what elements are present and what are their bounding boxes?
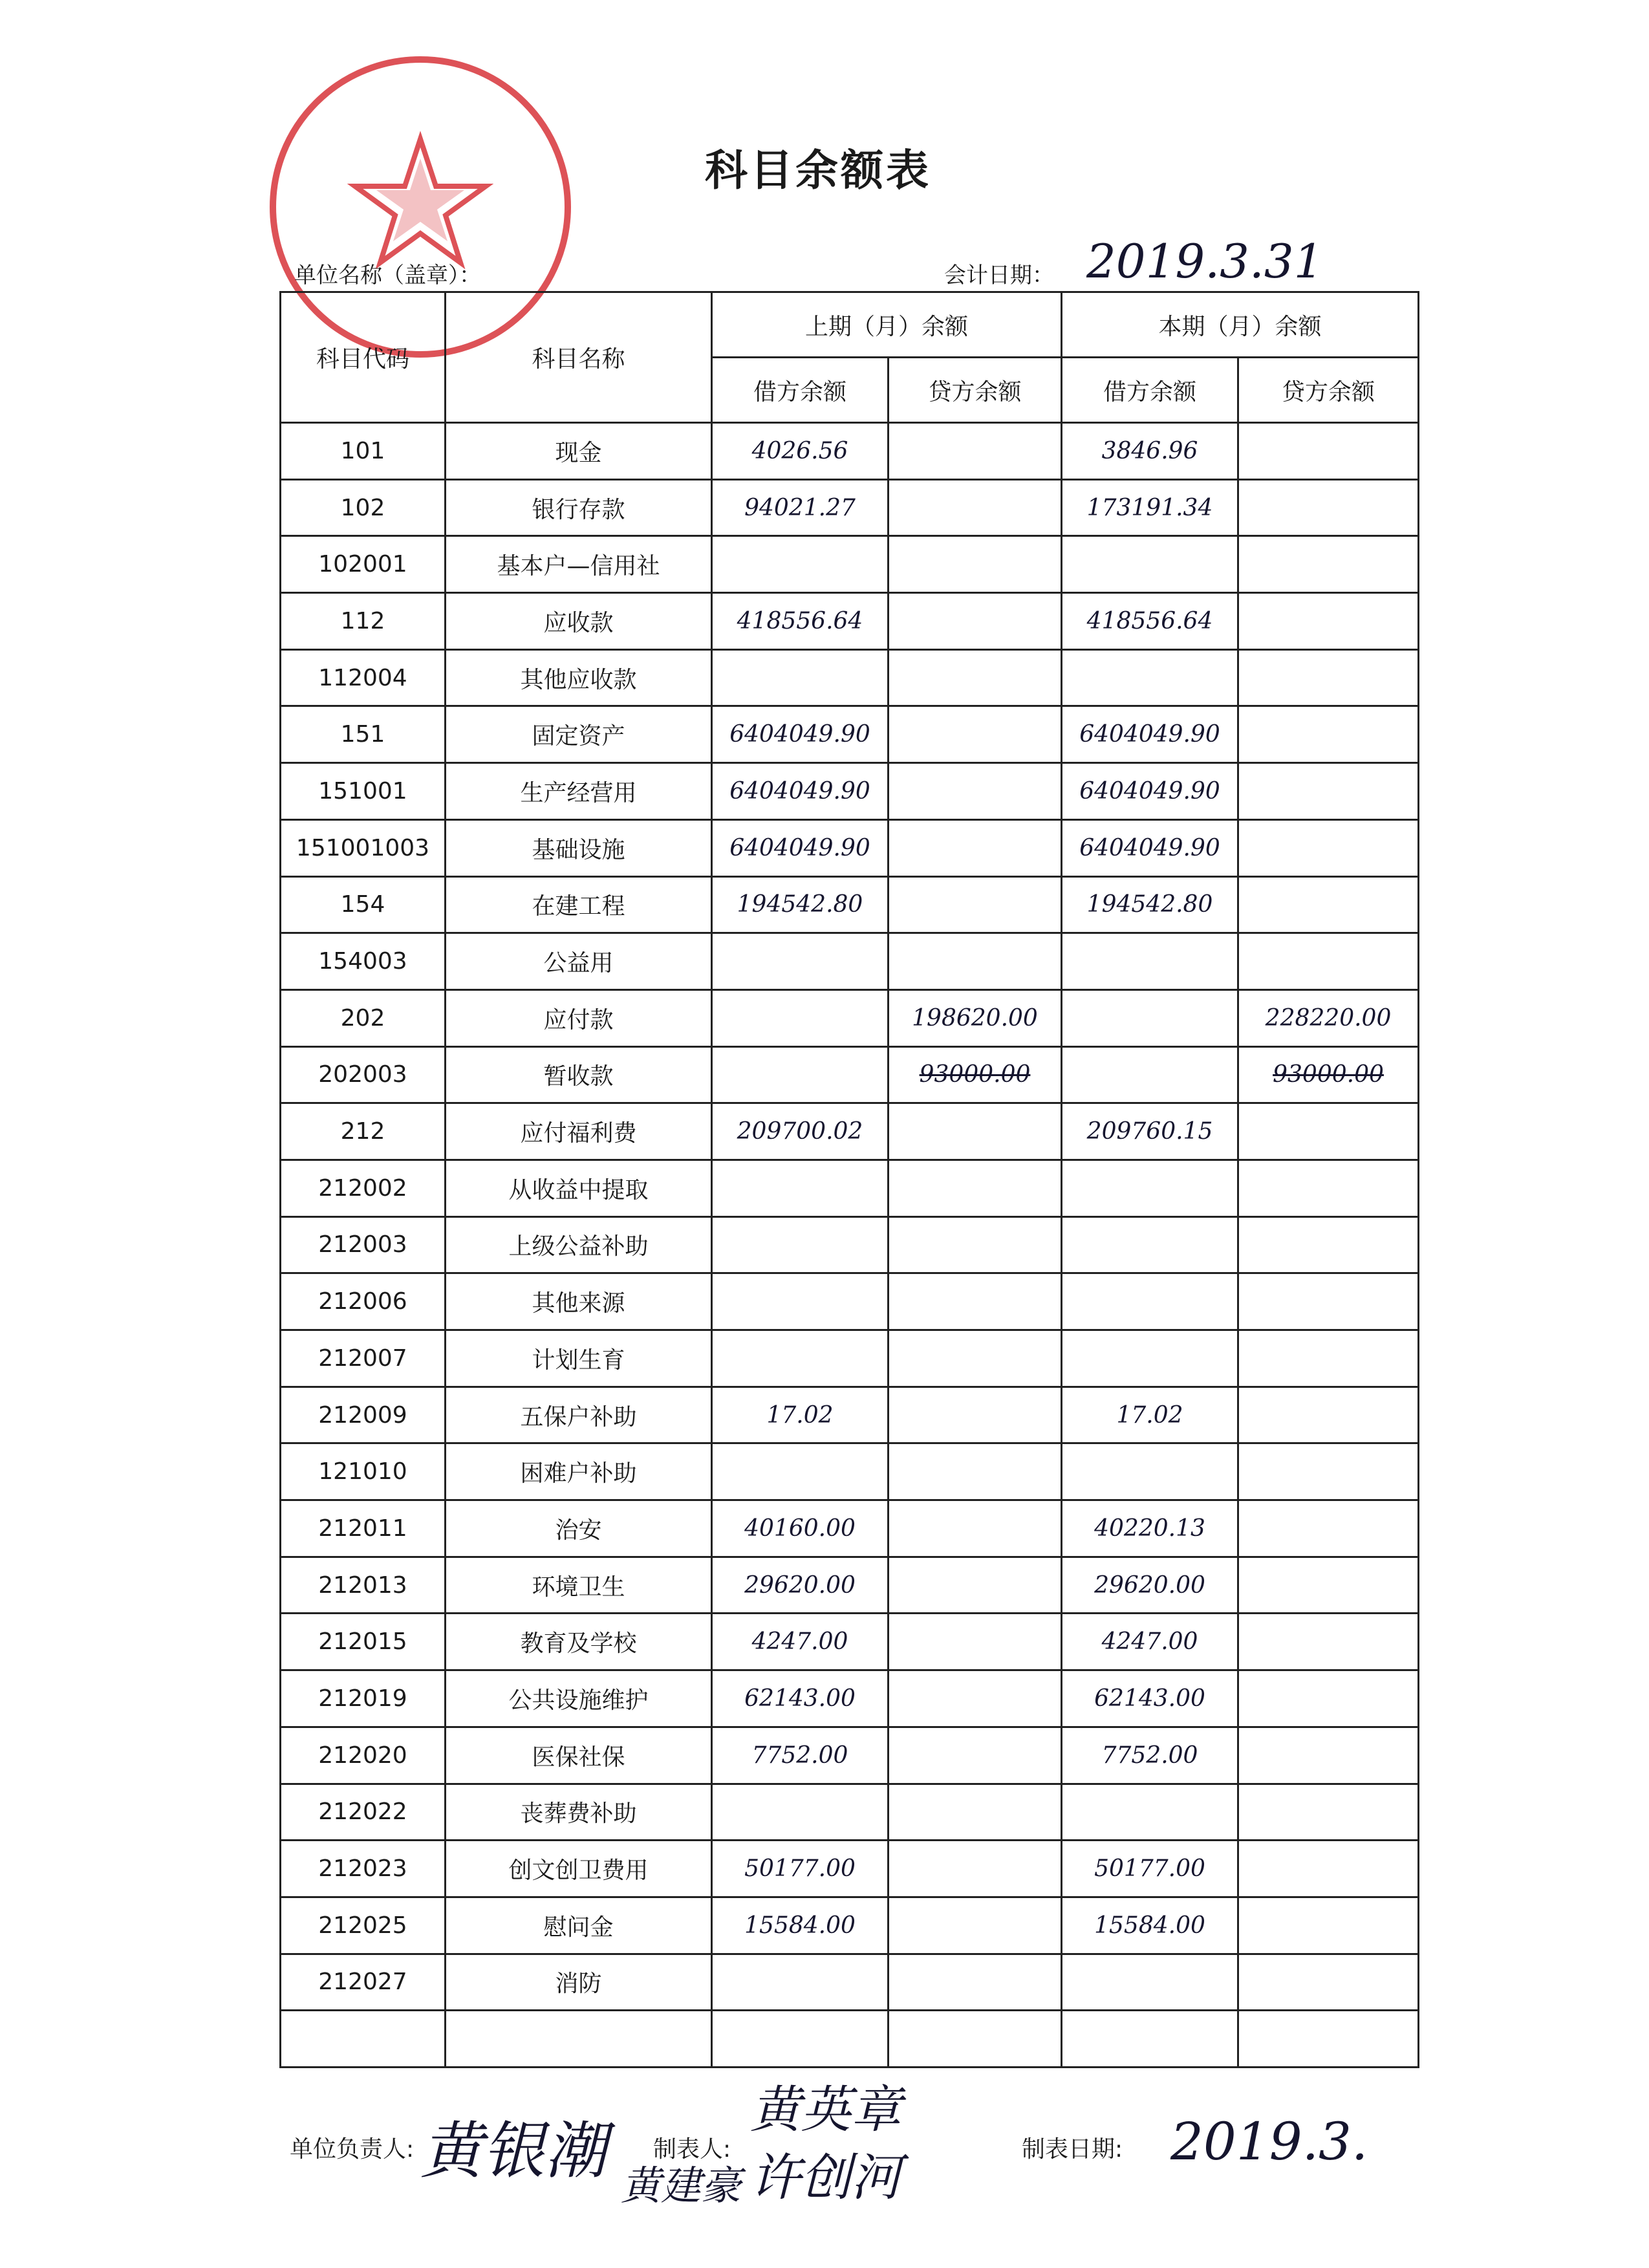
table-row — [281, 1330, 1419, 1387]
prev-debit-balance: 418556.64 — [712, 593, 889, 650]
prev-credit-balance — [889, 1557, 1062, 1614]
table-row — [281, 1670, 1419, 1727]
prev-credit-balance — [889, 1103, 1062, 1160]
prev-debit-balance: 40160.00 — [712, 1500, 889, 1557]
prev-debit-balance: 4247.00 — [712, 1614, 889, 1670]
curr-debit-balance: 209760.15 — [1062, 1103, 1238, 1160]
curr-debit-balance — [1062, 2011, 1238, 2068]
preparer-label: 制表人: — [653, 2136, 731, 2163]
curr-credit-balance — [1238, 1897, 1419, 1954]
preparer-signature: 许创河 — [750, 2149, 902, 2207]
account-name: 基础设施 — [446, 819, 712, 876]
account-name: 银行存款 — [446, 479, 712, 536]
account-code: 154003 — [281, 933, 446, 990]
account-code: 151 — [281, 706, 446, 763]
curr-credit-balance — [1238, 1841, 1419, 1897]
prev-credit-balance — [889, 1727, 1062, 1784]
prev-debit-balance: 6404049.90 — [712, 706, 889, 763]
table-row — [281, 1046, 1419, 1103]
account-name: 其他应收款 — [446, 649, 712, 706]
account-name: 暂收款 — [446, 1046, 712, 1103]
prev-credit-balance — [889, 1954, 1062, 2011]
prev-debit-balance: 29620.00 — [712, 1557, 889, 1614]
account-code: 212013 — [281, 1557, 446, 1614]
prev-credit-balance — [889, 1897, 1062, 1954]
curr-debit-balance — [1062, 1273, 1238, 1330]
curr-debit-balance: 15584.00 — [1062, 1897, 1238, 1954]
account-code: 212007 — [281, 1330, 446, 1387]
prev-credit-balance — [889, 1387, 1062, 1443]
account-name: 公共设施维护 — [446, 1670, 712, 1727]
unit-name-label: 单位名称（盖章）： — [294, 263, 481, 288]
table-body — [281, 423, 1419, 2068]
curr-debit-balance: 6404049.90 — [1062, 706, 1238, 763]
account-name: 慰问金 — [446, 1897, 712, 1954]
prev-credit-balance — [889, 649, 1062, 706]
account-code: 212027 — [281, 1954, 446, 2011]
prev-credit-balance: 93000.00 — [889, 1046, 1062, 1103]
table-row — [281, 536, 1419, 593]
curr-credit-balance — [1238, 1954, 1419, 2011]
prev-credit-balance — [889, 1273, 1062, 1330]
account-name: 应收款 — [446, 593, 712, 650]
curr-debit-balance: 3846.96 — [1062, 423, 1238, 480]
prev-debit-balance — [712, 1216, 889, 1273]
table-row — [281, 1216, 1419, 1273]
curr-credit-balance — [1238, 1670, 1419, 1727]
unit-head-label: 单位负责人: — [290, 2136, 415, 2163]
curr-credit-balance — [1238, 536, 1419, 593]
prev-debit-balance: 194542.80 — [712, 876, 889, 933]
table-row — [281, 876, 1419, 933]
prev-credit-balance — [889, 1670, 1062, 1727]
account-code: 212015 — [281, 1614, 446, 1670]
curr-debit-balance — [1062, 1443, 1238, 1500]
curr-debit-balance — [1062, 1216, 1238, 1273]
account-code: 151001003 — [281, 819, 446, 876]
prev-credit-balance — [889, 706, 1062, 763]
account-name: 五保户补助 — [446, 1387, 712, 1443]
curr-credit-balance — [1238, 933, 1419, 990]
curr-debit-balance — [1062, 649, 1238, 706]
prepared-date-label: 制表日期: — [1022, 2136, 1123, 2163]
prev-debit-balance: 17.02 — [712, 1387, 889, 1443]
page-title: 科目余额表 — [705, 146, 931, 195]
account-code: 212009 — [281, 1387, 446, 1443]
prev-debit-balance: 4026.56 — [712, 423, 889, 480]
table-row — [281, 1557, 1419, 1614]
curr-credit-balance — [1238, 1273, 1419, 1330]
account-name: 从收益中提取 — [446, 1160, 712, 1216]
account-code: 121010 — [281, 1443, 446, 1500]
account-code: 212025 — [281, 1897, 446, 1954]
account-code: 112004 — [281, 649, 446, 706]
account-code: 212023 — [281, 1841, 446, 1897]
header-prev-debit: 借方余额 — [712, 358, 889, 423]
curr-debit-balance — [1062, 1784, 1238, 1841]
account-name: 消防 — [446, 1954, 712, 2011]
header-name: 科目名称 — [446, 292, 712, 423]
account-code — [281, 2011, 446, 2068]
table-row — [281, 819, 1419, 876]
account-code: 212 — [281, 1103, 446, 1160]
table-row — [281, 933, 1419, 990]
prev-debit-balance: 209700.02 — [712, 1103, 889, 1160]
header-code: 科目代码 — [281, 292, 446, 423]
prev-credit-balance — [889, 1160, 1062, 1216]
account-name: 治安 — [446, 1500, 712, 1557]
prev-credit-balance — [889, 1443, 1062, 1500]
curr-credit-balance — [1238, 1216, 1419, 1273]
account-code: 202003 — [281, 1046, 446, 1103]
table-row — [281, 989, 1419, 1046]
curr-credit-balance — [1238, 1500, 1419, 1557]
curr-debit-balance — [1062, 933, 1238, 990]
account-name: 环境卫生 — [446, 1557, 712, 1614]
account-name: 医保社保 — [446, 1727, 712, 1784]
curr-debit-balance: 17.02 — [1062, 1387, 1238, 1443]
prev-debit-balance: 7752.00 — [712, 1727, 889, 1784]
prev-debit-balance — [712, 1160, 889, 1216]
curr-credit-balance: 93000.00 — [1238, 1046, 1419, 1103]
curr-credit-balance — [1238, 479, 1419, 536]
curr-credit-balance — [1238, 1557, 1419, 1614]
prev-credit-balance — [889, 423, 1062, 480]
table-row — [281, 593, 1419, 650]
preparer-signature: 黄英章 — [750, 2081, 902, 2139]
table-row — [281, 706, 1419, 763]
accounting-date-value: 2019.3.31 — [1086, 234, 1324, 288]
prev-debit-balance — [712, 1954, 889, 2011]
prev-debit-balance — [712, 2011, 889, 2068]
curr-debit-balance: 50177.00 — [1062, 1841, 1238, 1897]
prev-credit-balance: 198620.00 — [889, 989, 1062, 1046]
account-name: 在建工程 — [446, 876, 712, 933]
table-row — [281, 1443, 1419, 1500]
account-code: 212019 — [281, 1670, 446, 1727]
account-name: 教育及学校 — [446, 1614, 712, 1670]
prev-debit-balance — [712, 989, 889, 1046]
account-name: 上级公益补助 — [446, 1216, 712, 1273]
table-row — [281, 1103, 1419, 1160]
table-row — [281, 649, 1419, 706]
prev-debit-balance: 50177.00 — [712, 1841, 889, 1897]
account-code: 101 — [281, 423, 446, 480]
prev-debit-balance — [712, 1046, 889, 1103]
curr-credit-balance — [1238, 876, 1419, 933]
curr-debit-balance: 29620.00 — [1062, 1557, 1238, 1614]
balance-table — [279, 291, 1419, 2068]
curr-debit-balance: 6404049.90 — [1062, 763, 1238, 820]
prev-credit-balance — [889, 876, 1062, 933]
prev-credit-balance — [889, 1784, 1062, 1841]
curr-debit-balance — [1062, 989, 1238, 1046]
curr-credit-balance — [1238, 1387, 1419, 1443]
account-code: 102001 — [281, 536, 446, 593]
prev-credit-balance — [889, 2011, 1062, 2068]
curr-credit-balance — [1238, 1784, 1419, 1841]
account-name: 应付款 — [446, 989, 712, 1046]
prev-debit-balance — [712, 1273, 889, 1330]
curr-debit-balance: 62143.00 — [1062, 1670, 1238, 1727]
curr-debit-balance: 194542.80 — [1062, 876, 1238, 933]
table-row — [281, 1897, 1419, 1954]
prev-credit-balance — [889, 819, 1062, 876]
curr-debit-balance: 40220.13 — [1062, 1500, 1238, 1557]
header-curr-period: 本期（月）余额 — [1062, 292, 1419, 358]
table-row — [281, 763, 1419, 820]
curr-credit-balance — [1238, 1727, 1419, 1784]
curr-credit-balance — [1238, 1103, 1419, 1160]
prev-debit-balance: 6404049.90 — [712, 763, 889, 820]
curr-credit-balance — [1238, 1443, 1419, 1500]
prev-debit-balance — [712, 1330, 889, 1387]
curr-debit-balance: 173191.34 — [1062, 479, 1238, 536]
prev-credit-balance — [889, 536, 1062, 593]
account-code: 212003 — [281, 1216, 446, 1273]
prev-credit-balance — [889, 1614, 1062, 1670]
account-name: 公益用 — [446, 933, 712, 990]
account-name: 基本户—信用社 — [446, 536, 712, 593]
curr-credit-balance — [1238, 649, 1419, 706]
curr-debit-balance: 418556.64 — [1062, 593, 1238, 650]
curr-credit-balance — [1238, 763, 1419, 820]
account-code: 212011 — [281, 1500, 446, 1557]
accounting-date-label: 会计日期： — [944, 263, 1054, 288]
account-name: 应付福利费 — [446, 1103, 712, 1160]
account-code: 102 — [281, 479, 446, 536]
prev-debit-balance — [712, 1443, 889, 1500]
prev-debit-balance — [712, 1784, 889, 1841]
curr-debit-balance: 4247.00 — [1062, 1614, 1238, 1670]
curr-credit-balance: 228220.00 — [1238, 989, 1419, 1046]
curr-debit-balance — [1062, 1160, 1238, 1216]
prev-debit-balance: 15584.00 — [712, 1897, 889, 1954]
table-row — [281, 1841, 1419, 1897]
prev-credit-balance — [889, 933, 1062, 990]
table-row — [281, 1387, 1419, 1443]
account-name: 创文创卫费用 — [446, 1841, 712, 1897]
account-code: 112 — [281, 593, 446, 650]
table-row — [281, 1273, 1419, 1330]
table-row — [281, 423, 1419, 480]
curr-credit-balance — [1238, 593, 1419, 650]
prev-debit-balance: 6404049.90 — [712, 819, 889, 876]
account-code: 154 — [281, 876, 446, 933]
account-code: 202 — [281, 989, 446, 1046]
curr-debit-balance: 7752.00 — [1062, 1727, 1238, 1784]
prev-credit-balance — [889, 1216, 1062, 1273]
prev-debit-balance — [712, 649, 889, 706]
curr-debit-balance — [1062, 1954, 1238, 2011]
prev-debit-balance — [712, 536, 889, 593]
account-code: 212002 — [281, 1160, 446, 1216]
curr-debit-balance — [1062, 536, 1238, 593]
table-row — [281, 1160, 1419, 1216]
prepared-date-value: 2019.3. — [1170, 2111, 1368, 2172]
account-name: 现金 — [446, 423, 712, 480]
table-row — [281, 479, 1419, 536]
curr-debit-balance — [1062, 1330, 1238, 1387]
curr-credit-balance — [1238, 423, 1419, 480]
header-prev-credit: 贷方余额 — [889, 358, 1062, 423]
curr-debit-balance — [1062, 1046, 1238, 1103]
prev-credit-balance — [889, 1500, 1062, 1557]
unit-head-signature: 黄银潮 — [420, 2115, 607, 2187]
account-name: 生产经营用 — [446, 763, 712, 820]
account-code: 212022 — [281, 1784, 446, 1841]
table-row — [281, 2011, 1419, 2068]
account-code: 212006 — [281, 1273, 446, 1330]
account-name: 计划生育 — [446, 1330, 712, 1387]
account-name — [446, 2011, 712, 2068]
preparer-signature: 黄建豪 — [621, 2162, 742, 2209]
table-row — [281, 1614, 1419, 1670]
table-row — [281, 1784, 1419, 1841]
header-curr-credit: 贷方余额 — [1238, 358, 1419, 423]
header-curr-debit: 借方余额 — [1062, 358, 1238, 423]
account-name: 丧葬费补助 — [446, 1784, 712, 1841]
table-row — [281, 1727, 1419, 1784]
curr-credit-balance — [1238, 1330, 1419, 1387]
header-prev-period: 上期（月）余额 — [712, 292, 1062, 358]
prev-credit-balance — [889, 763, 1062, 820]
prev-debit-balance: 94021.27 — [712, 479, 889, 536]
prev-credit-balance — [889, 1841, 1062, 1897]
prev-credit-balance — [889, 593, 1062, 650]
curr-credit-balance — [1238, 706, 1419, 763]
prev-credit-balance — [889, 1330, 1062, 1387]
account-code: 212020 — [281, 1727, 446, 1784]
curr-debit-balance: 6404049.90 — [1062, 819, 1238, 876]
curr-credit-balance — [1238, 1160, 1419, 1216]
curr-credit-balance — [1238, 2011, 1419, 2068]
account-name: 其他来源 — [446, 1273, 712, 1330]
table-row — [281, 1500, 1419, 1557]
curr-credit-balance — [1238, 1614, 1419, 1670]
account-name: 困难户补助 — [446, 1443, 712, 1500]
account-name: 固定资产 — [446, 706, 712, 763]
prev-debit-balance: 62143.00 — [712, 1670, 889, 1727]
prev-credit-balance — [889, 479, 1062, 536]
account-code: 151001 — [281, 763, 446, 820]
curr-credit-balance — [1238, 819, 1419, 876]
prev-debit-balance — [712, 933, 889, 990]
table-row — [281, 1954, 1419, 2011]
